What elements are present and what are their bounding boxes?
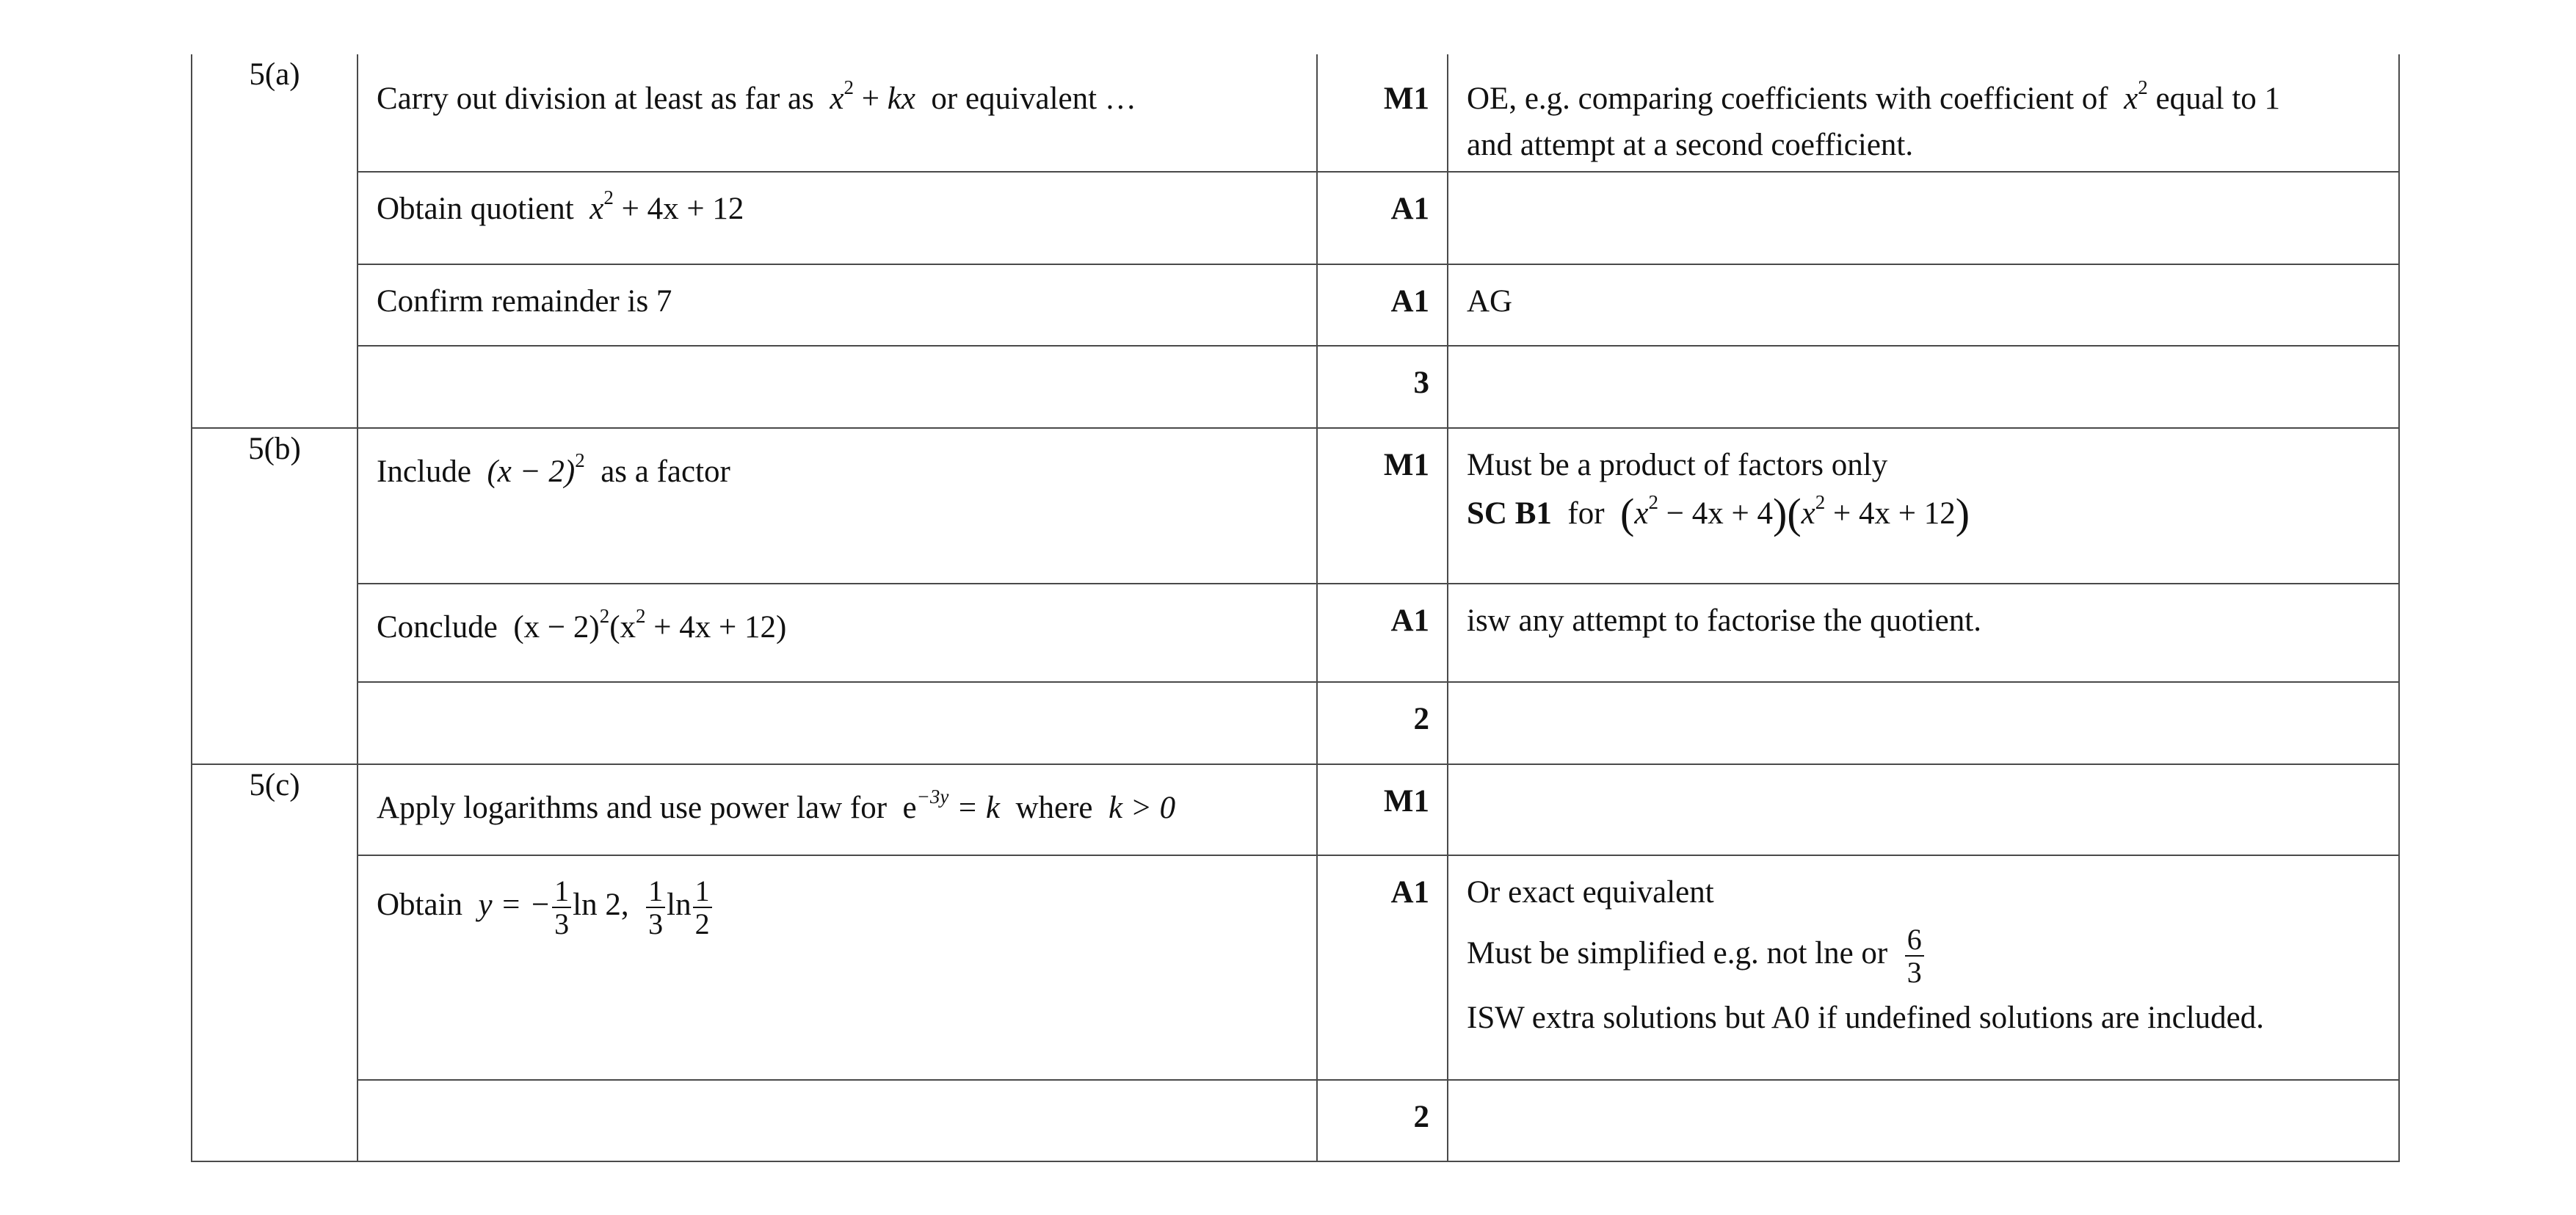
guidance-cell <box>1448 855 2399 1080</box>
guidance-line: ISW extra solutions but A0 if undefined solutions are included. <box>1467 1001 2264 1036</box>
fraction-numerator: 1 <box>693 875 712 908</box>
math-var: x <box>589 192 604 226</box>
answer-cell <box>358 264 1317 346</box>
math-sup: 2 <box>2138 76 2148 98</box>
fraction <box>1905 924 1924 988</box>
math-sup: −3y <box>916 786 949 808</box>
table-row <box>192 172 2399 264</box>
answer-text-part: Obtain quotient <box>377 192 574 226</box>
answer-cell <box>358 54 1317 172</box>
answer-text <box>377 584 1316 645</box>
answer-text-part: Apply logarithms and use power law for <box>377 791 888 825</box>
math-expression: (x <box>609 610 636 645</box>
question-number: 5(b) <box>248 432 301 466</box>
answer-cell <box>358 1080 1317 1161</box>
guidance-text-part: Must be simplified e.g. not lne or <box>1467 936 1888 971</box>
answer-text-part: or equivalent … <box>931 81 1136 116</box>
math-expression: (x − 2) <box>487 454 576 489</box>
answer-text-part: Conclude <box>377 610 498 645</box>
answer-text <box>377 173 1316 227</box>
math-var: x <box>1634 496 1649 531</box>
fraction-denominator: 3 <box>1906 956 1922 990</box>
fraction-numerator: 1 <box>646 875 665 908</box>
fraction-denominator: 2 <box>694 907 710 941</box>
mark-total: 2 <box>1413 702 1429 736</box>
answer-text-part: Obtain <box>377 888 463 923</box>
math-sup: 2 <box>1815 491 1826 513</box>
guidance-cell <box>1448 584 2399 682</box>
fraction-denominator: 3 <box>648 907 664 941</box>
math-var: kx <box>887 81 915 116</box>
guidance-line <box>1467 54 2387 117</box>
mark-total: 2 <box>1413 1100 1429 1134</box>
answer-text-part: where <box>1015 791 1093 825</box>
answer-cell <box>358 346 1317 428</box>
mark-cell <box>1317 584 1448 682</box>
mark-scheme-table <box>191 54 2400 1162</box>
mark-code: A1 <box>1390 603 1429 638</box>
mark-cell <box>1317 346 1448 428</box>
math-var: x <box>1801 496 1815 531</box>
table-row <box>192 1080 2399 1161</box>
math-sup: 2 <box>636 605 646 627</box>
math-expression: ln <box>667 888 692 923</box>
mark-code: A1 <box>1390 284 1429 319</box>
math-var: x <box>830 81 844 116</box>
math-expression: − 4x + 4 <box>1666 496 1773 531</box>
math-var: e <box>902 791 917 825</box>
math-sup: 2 <box>575 449 585 471</box>
math-sup: 2 <box>599 605 610 627</box>
math-sup: 2 <box>603 186 614 208</box>
mark-cell <box>1317 428 1448 584</box>
mark-cell <box>1317 54 1448 172</box>
math-expression: + 4x + 12) <box>653 610 787 645</box>
answer-text-part: Include <box>377 454 471 489</box>
math-expression: y = − <box>478 888 551 923</box>
table-row <box>192 346 2399 428</box>
math-expression: (x − 2) <box>513 610 600 645</box>
guidance-line: Or exact equivalent <box>1467 875 1714 910</box>
math-var: x <box>2124 81 2138 116</box>
guidance-line: Must be a product of factors only <box>1467 448 1888 482</box>
mark-total: 3 <box>1413 366 1429 400</box>
answer-text-part: Carry out division at least as far as <box>377 81 814 116</box>
guidance-cell <box>1448 346 2399 428</box>
question-number: 5(a) <box>249 57 300 92</box>
answer-text <box>377 54 1316 117</box>
guidance-line <box>1467 765 2387 783</box>
math-expression: = k <box>957 791 1000 825</box>
guidance-cell <box>1448 1080 2399 1161</box>
table-row <box>192 682 2399 764</box>
guidance-line <box>1467 924 2387 988</box>
guidance-line: and attempt at a second coefficient. <box>1467 128 1914 162</box>
question-number-cell <box>192 764 358 1161</box>
guidance-text-part: for <box>1567 496 1605 531</box>
mark-cell <box>1317 1080 1448 1161</box>
fraction-numerator: 1 <box>552 875 571 908</box>
guidance-text-part: OE, e.g. comparing coefficients with coefficient of <box>1467 81 2108 116</box>
question-number-cell <box>192 54 358 428</box>
question-number-cell <box>192 428 358 764</box>
table-row <box>192 428 2399 584</box>
answer-cell <box>358 172 1317 264</box>
guidance-line: AG <box>1467 284 1513 319</box>
fraction <box>693 875 712 940</box>
mark-cell <box>1317 172 1448 264</box>
guidance-line: SC B1 for $(x^2 - 4x + 4)(x^2 + 4x + 12)$ <box>1467 490 1970 537</box>
fraction <box>552 875 571 940</box>
math-expression: ln 2, <box>573 888 629 923</box>
guidance-text-part: equal to 1 <box>2155 81 2281 116</box>
guidance-cell <box>1448 682 2399 764</box>
answer-cell <box>358 764 1317 855</box>
mark-cell <box>1317 264 1448 346</box>
mark-code: A1 <box>1390 875 1429 910</box>
guidance-cell <box>1448 264 2399 346</box>
math-expression: + 4x + 12 <box>1832 496 1956 531</box>
answer-cell <box>358 584 1317 682</box>
answer-cell <box>358 682 1317 764</box>
mark-code: A1 <box>1390 192 1429 226</box>
special-case-code: SC B1 <box>1467 496 1552 531</box>
mark-cell <box>1317 855 1448 1080</box>
mark-code: M1 <box>1383 784 1429 819</box>
table-row <box>192 584 2399 682</box>
mark-cell <box>1317 682 1448 764</box>
guidance-cell <box>1448 764 2399 855</box>
answer-cell <box>358 428 1317 584</box>
fraction-denominator: 3 <box>554 907 570 941</box>
fraction <box>646 875 665 940</box>
question-number: 5(c) <box>249 768 300 802</box>
mark-code: M1 <box>1383 448 1429 482</box>
mark-cell <box>1317 764 1448 855</box>
math-expression: k > 0 <box>1108 791 1176 825</box>
answer-text: Confirm remainder is 7 <box>377 284 672 319</box>
math-op: + <box>861 81 879 116</box>
answer-text <box>377 856 1316 940</box>
math-sup: 2 <box>843 76 854 98</box>
table-row <box>192 855 2399 1080</box>
table-row <box>192 54 2399 172</box>
guidance-cell <box>1448 54 2399 172</box>
answer-text <box>377 765 1316 826</box>
fraction-numerator: 6 <box>1905 924 1924 957</box>
guidance-line: isw any attempt to factorise the quotient. <box>1467 603 1981 638</box>
math-expression: + 4x + 12 <box>621 192 744 226</box>
guidance-cell <box>1448 428 2399 584</box>
answer-text <box>377 429 1316 490</box>
table-row <box>192 764 2399 855</box>
guidance-line <box>1467 173 2387 191</box>
guidance-cell <box>1448 172 2399 264</box>
mark-code: M1 <box>1383 81 1429 116</box>
answer-text-part: as a factor <box>601 454 730 489</box>
answer-cell <box>358 855 1317 1080</box>
table-row <box>192 264 2399 346</box>
math-sup: 2 <box>1648 491 1658 513</box>
